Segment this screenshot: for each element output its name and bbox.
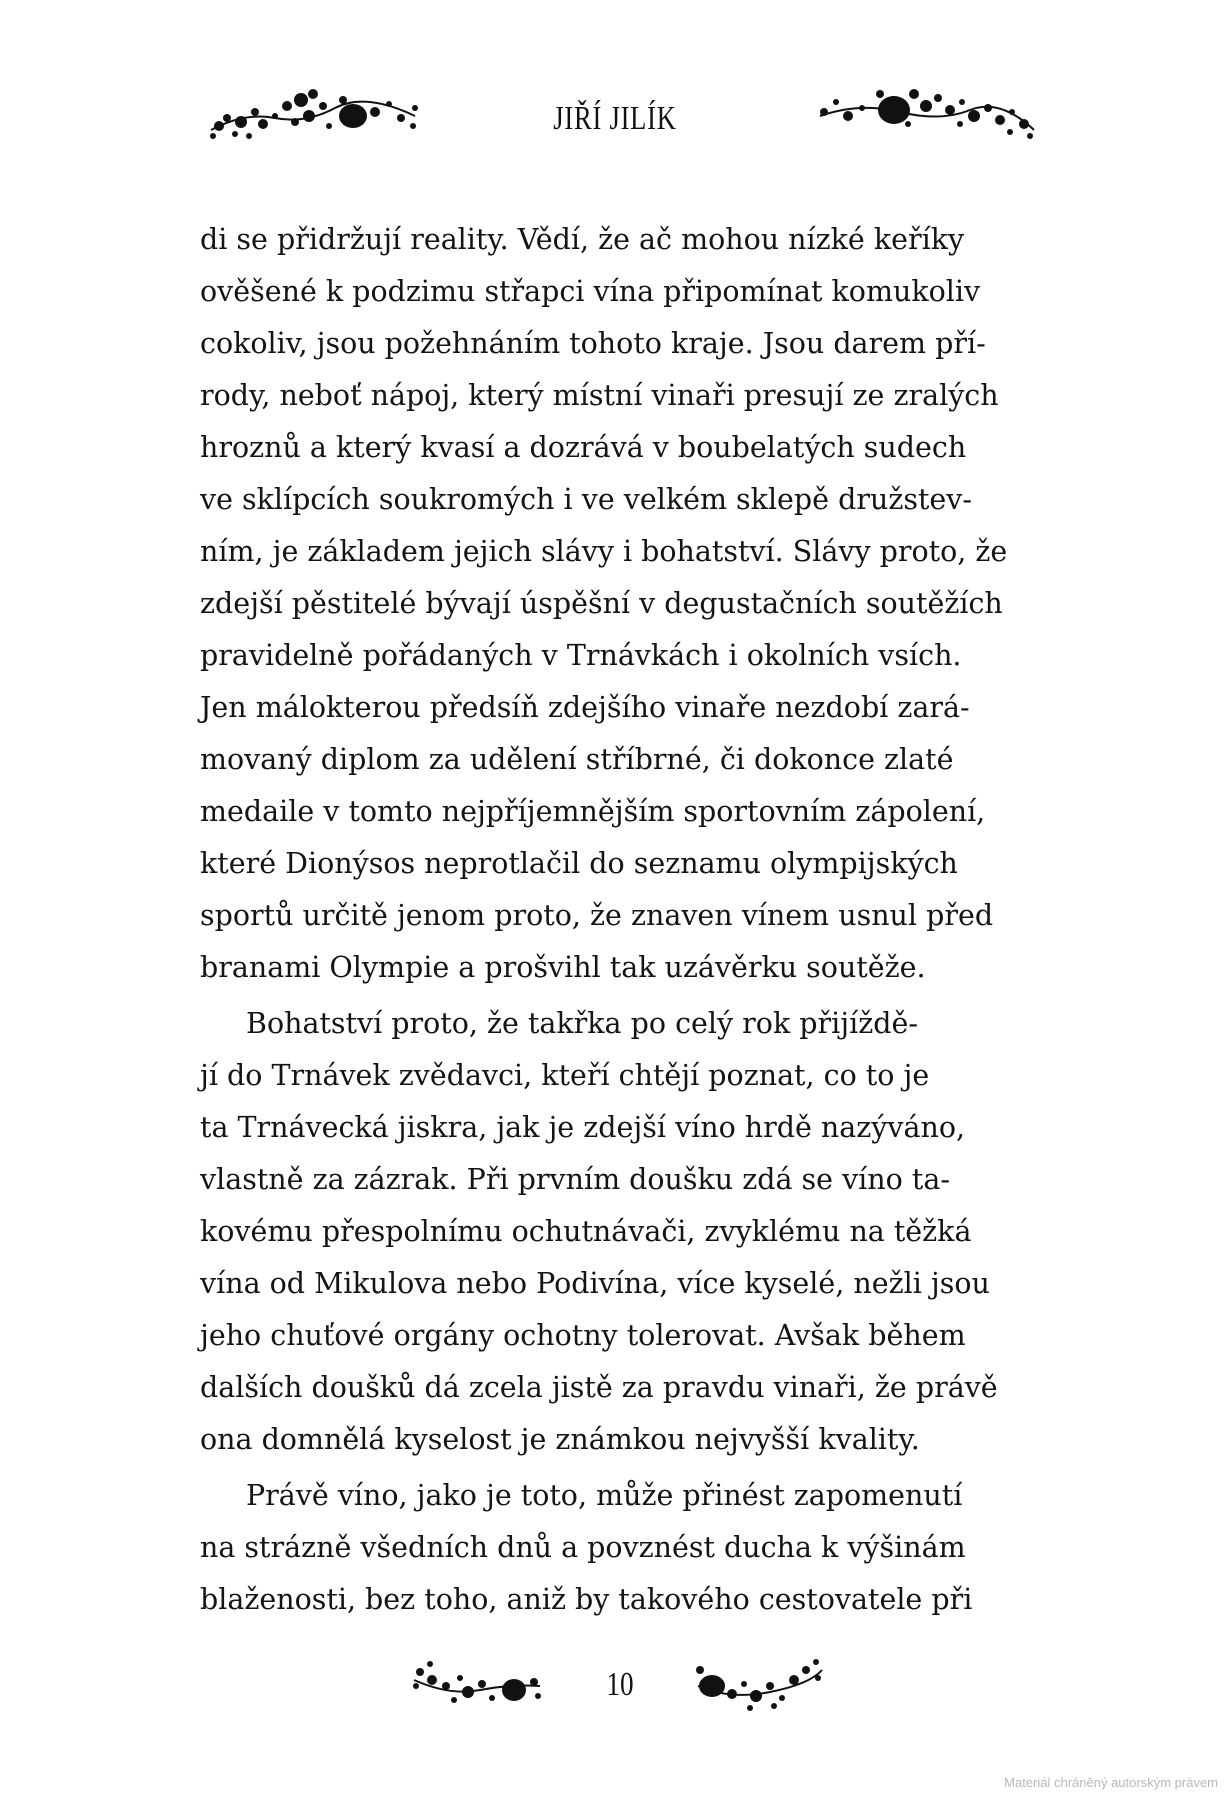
paragraph — [200, 1470, 1036, 1626]
text-line: blaženosti, bez toho, aniž by takového cestovatele při — [200, 1583, 973, 1616]
text-line: ním, je základem jejich slávy i bohatství. Slávy proto, že — [200, 535, 1008, 568]
page-number: 10 — [606, 1666, 634, 1703]
text-line: vína od Mikulova nebo Podivína, více kyselé, nežli jsou — [200, 1267, 990, 1300]
text-line: vlastně za zázrak. Při prvním doušku zdá se víno ta- — [200, 1163, 950, 1196]
text-line: cokoliv, jsou požehnáním tohoto kraje. Jsou darem pří- — [200, 327, 986, 360]
text-line: hroznů a který kvasí a dozrává v boubelatých sudech — [200, 431, 967, 464]
text-line: di se přidržují reality. Vědí, že ač mohou nízké keříky — [200, 223, 965, 256]
page-footer — [410, 1652, 830, 1732]
text-line: Bohatství proto, že takřka po celý rok přijíždě- — [246, 1007, 918, 1040]
text-line: Právě víno, jako je toto, může přinést zapomenutí — [246, 1479, 963, 1512]
paragraph — [200, 998, 1036, 1466]
text-line: které Dionýsos neprotlačil do seznamu olympijských — [200, 847, 958, 880]
text-line: branami Olympie a prošvihl tak uzávěrku soutěže. — [200, 951, 926, 984]
text-line: jeho chuťové orgány ochotny tolerovat. Avšak během — [200, 1319, 966, 1352]
text-line: dalších doušků dá zcela jistě za pravdu vinaři, že právě — [200, 1371, 998, 1404]
paragraph — [200, 214, 1036, 994]
text-line: ověšené k podzimu střapci vína připomínat komukoliv — [200, 275, 981, 308]
running-header-author: JIŘÍ JILÍK — [553, 100, 677, 137]
body-text — [200, 214, 1036, 1626]
copyright-watermark: Materiál chráněný autorským právem — [1004, 1775, 1218, 1790]
text-line: zdejší pěstitelé bývají úspěšní v degustačních soutěžích — [200, 587, 1003, 620]
text-line: ona domnělá kyselost je známkou nejvyšší kvality. — [200, 1423, 920, 1456]
text-line: medaile v tomto nejpříjemnějším sportovním zápolení, — [200, 795, 986, 828]
text-line: kovému přespolnímu ochutnávači, zvyklému na těžká — [200, 1215, 972, 1248]
text-line: sportů určitě jenom proto, že znaven vínem usnul před — [200, 899, 994, 932]
text-line: movaný diplom za udělení stříbrné, či dokonce zlaté — [200, 743, 954, 776]
text-line: na strázně všedních dnů a povznést ducha k výšinám — [200, 1531, 966, 1564]
text-line: rody, neboť nápoj, který místní vinaři presují ze zralých — [200, 379, 999, 412]
text-line: Jen málokterou předsíň zdejšího vinaře nezdobí zará- — [200, 691, 970, 724]
text-line: ve sklípcích soukromých i ve velkém sklepě družstev- — [200, 483, 973, 516]
text-line: jí do Trnávek zvědavci, kteří chtějí poznat, co to je — [200, 1059, 930, 1092]
floral-ornament-icon — [810, 72, 1040, 157]
floral-ornament-icon — [690, 1656, 830, 1731]
text-line: pravidelně pořádaných v Trnávkách i okolních vsích. — [200, 639, 962, 672]
running-header — [190, 72, 1040, 162]
text-line: ta Trnávecká jiskra, jak je zdejší víno hrdě nazýváno, — [200, 1111, 966, 1144]
